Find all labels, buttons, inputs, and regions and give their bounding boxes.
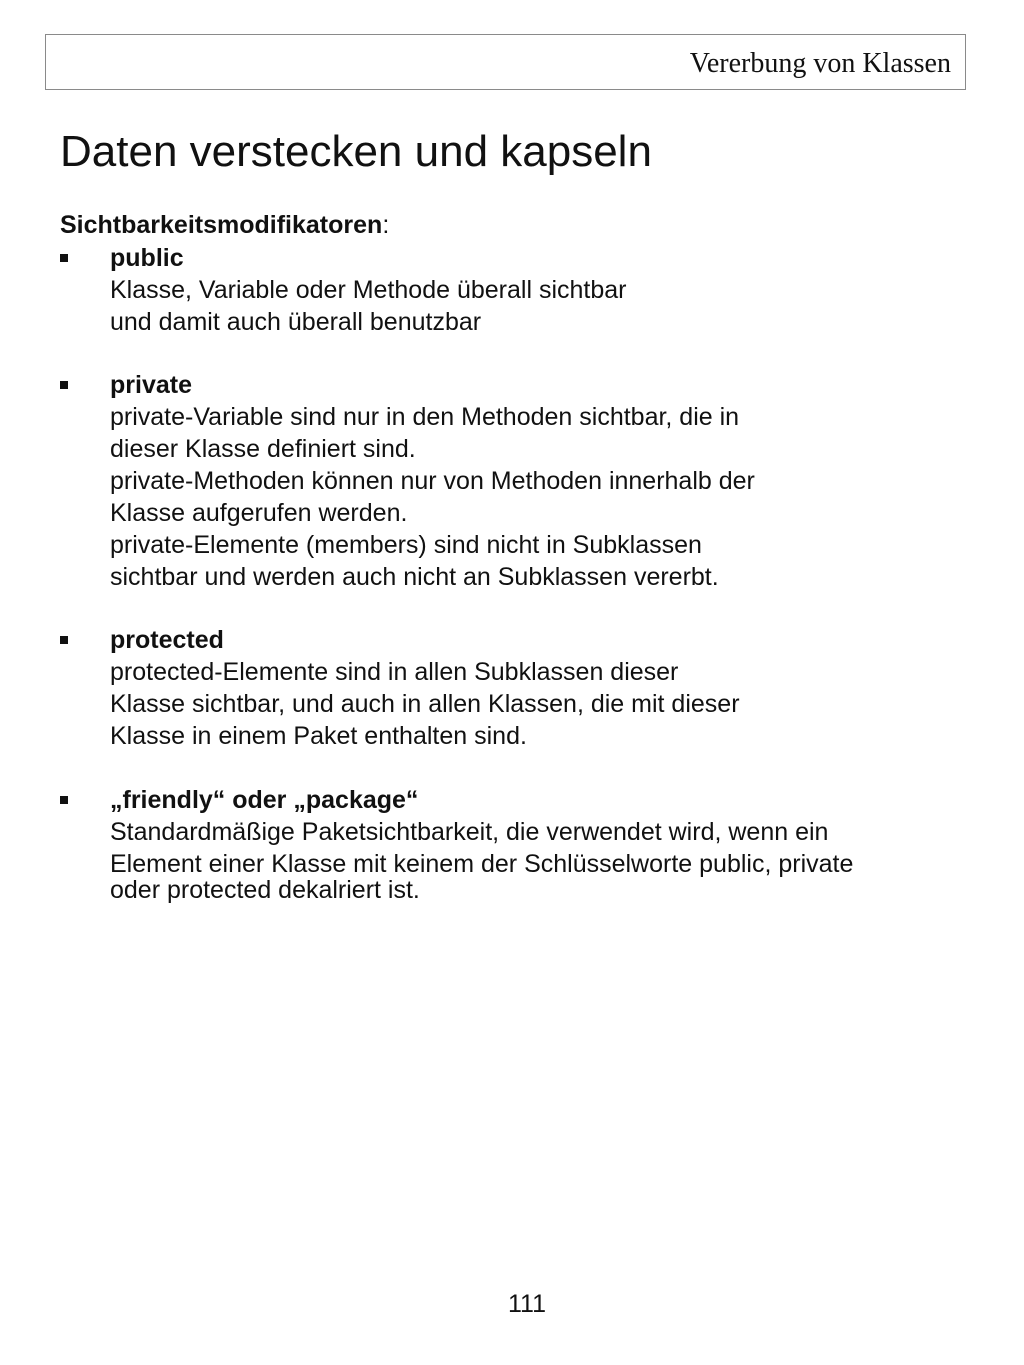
- list-item-text: private-Elemente (members) sind nicht in Subklassen: [110, 531, 702, 559]
- list-item-title: public: [110, 244, 184, 272]
- header-box: [45, 34, 966, 90]
- list-item-text: Klasse in einem Paket enthalten sind.: [110, 722, 527, 750]
- square-bullet-icon: [60, 796, 68, 804]
- list-item-text: und damit auch überall benutzbar: [110, 308, 482, 336]
- list-item-title: private: [110, 371, 192, 399]
- list-item-text: Klasse, Variable oder Methode überall sichtbar: [110, 276, 627, 304]
- section-label: [60, 209, 389, 241]
- page-number: 111: [507, 1290, 546, 1318]
- list-item-text: dieser Klasse definiert sind.: [110, 435, 416, 463]
- list-item-text: sichtbar und werden auch nicht an Subklassen vererbt.: [110, 563, 719, 591]
- square-bullet-icon: [60, 254, 68, 262]
- square-bullet-icon: [60, 381, 68, 389]
- list-item-text: private-Methoden können nur von Methoden innerhalb der: [110, 467, 755, 495]
- square-bullet-icon: [60, 636, 68, 644]
- list-item-text: protected-Elemente sind in allen Subklassen dieser: [110, 658, 679, 686]
- list-item-title: protected: [110, 626, 224, 654]
- list-item-text: Klasse aufgerufen werden.: [110, 499, 408, 527]
- section-label-colon: :: [382, 211, 390, 239]
- list-item-text: private-Variable sind nur in den Methoden sichtbar, die in: [110, 403, 740, 431]
- header-title: Vererbung von Klassen: [689, 48, 951, 79]
- page-title: Daten verstecken und kapseln: [60, 127, 652, 176]
- list-item-text: Element einer Klasse mit keinem der Schlüsselworte public, private: [110, 850, 854, 878]
- list-item-text: Standardmäßige Paketsichtbarkeit, die verwendet wird, wenn ein: [110, 818, 829, 846]
- section-label-text: Sichtbarkeitsmodifikatoren: [60, 211, 383, 239]
- list-item-text: oder protected dekalriert ist.: [110, 876, 420, 904]
- list-item-text: Klasse sichtbar, und auch in allen Klassen, die mit dieser: [110, 690, 740, 718]
- list-item-title: „friendly“ oder „package“: [110, 786, 419, 814]
